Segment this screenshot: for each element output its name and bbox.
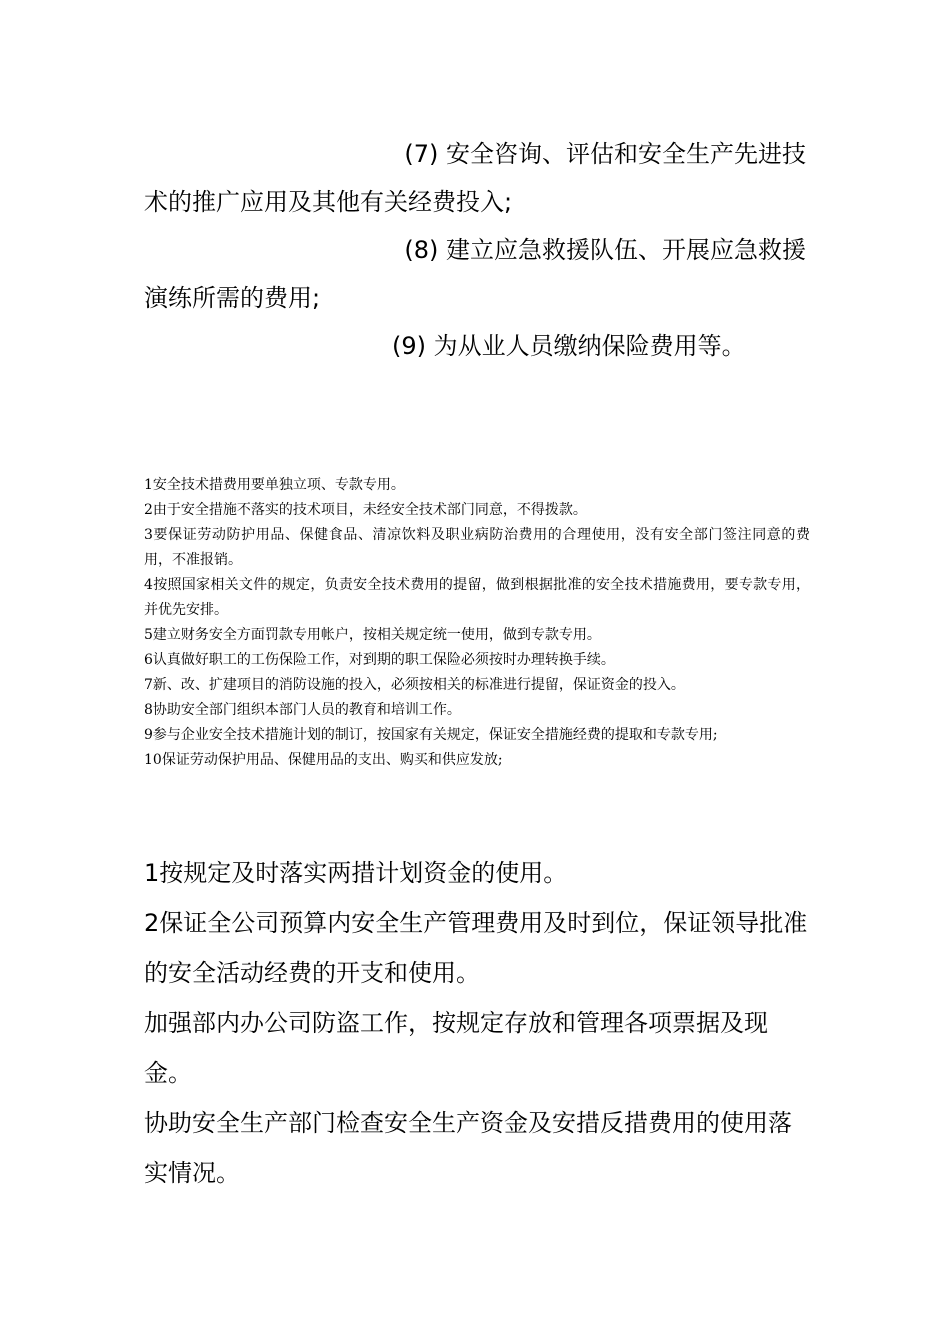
item-7-line-2: 术的推广应用及其他有关经费投入; (144, 188, 513, 216)
list-item: 5建立财务安全方面罚款专用帐户，按相关规定统一使用，做到专款专用。 (144, 627, 601, 643)
list-item: 10保证劳动保护用品、保健用品的支出、购买和供应发放; (144, 752, 503, 768)
middle-section (144, 473, 810, 773)
list-item: 1安全技术措费用要单独立项、专款专用。 (144, 477, 405, 493)
item-8-line-2: 演练所需的费用; (144, 284, 321, 312)
item-7-line-1: (7) 安全咨询、评估和安全生产先进技 (404, 140, 806, 168)
list-item: 1按规定及时落实两措计划资金的使用。 (144, 859, 568, 887)
list-item: 6认真做好职工的工伤保险工作，对到期的职工保险必须按时办理转换手续。 (144, 652, 615, 668)
list-item: 8协助安全部门组织本部门人员的教育和培训工作。 (144, 702, 461, 718)
list-item: 协助安全生产部门检查安全生产资金及安措反措费用的使用落实情况。 (144, 1109, 792, 1187)
top-section (144, 130, 814, 370)
list-item: 3要保证劳动防护用品、保健食品、清凉饮料及职业病防治费用的合理使用，没有安全部门签注同意的费用，不准报销。 (144, 527, 810, 568)
list-item: 4按照国家相关文件的规定，负责安全技术费用的提留，做到根据批准的安全技术措施费用，要专款专用，并优先安排。 (144, 577, 810, 618)
list-item: 2由于安全措施不落实的技术项目，未经安全技术部门同意，不得拨款。 (144, 502, 587, 518)
list-item: 9参与企业安全技术措施计划的制订，按国家有关规定，保证安全措施经费的提取和专款专用; (144, 727, 718, 743)
list-item: 加强部内办公司防盗工作，按规定存放和管理各项票据及现金。 (144, 1009, 768, 1087)
bottom-section (144, 848, 814, 1198)
list-item: 7新、改、扩建项目的消防设施的投入，必须按相关的标准进行提留，保证资金的投入。 (144, 677, 685, 693)
item-9: (9) 为从业人员缴纳保险费用等。 (392, 332, 746, 360)
list-item: 2保证全公司预算内安全生产管理费用及时到位，保证领导批准的安全活动经费的开支和使用。 (144, 909, 808, 987)
item-8-line-1: (8) 建立应急救援队伍、开展应急救援 (404, 236, 806, 264)
